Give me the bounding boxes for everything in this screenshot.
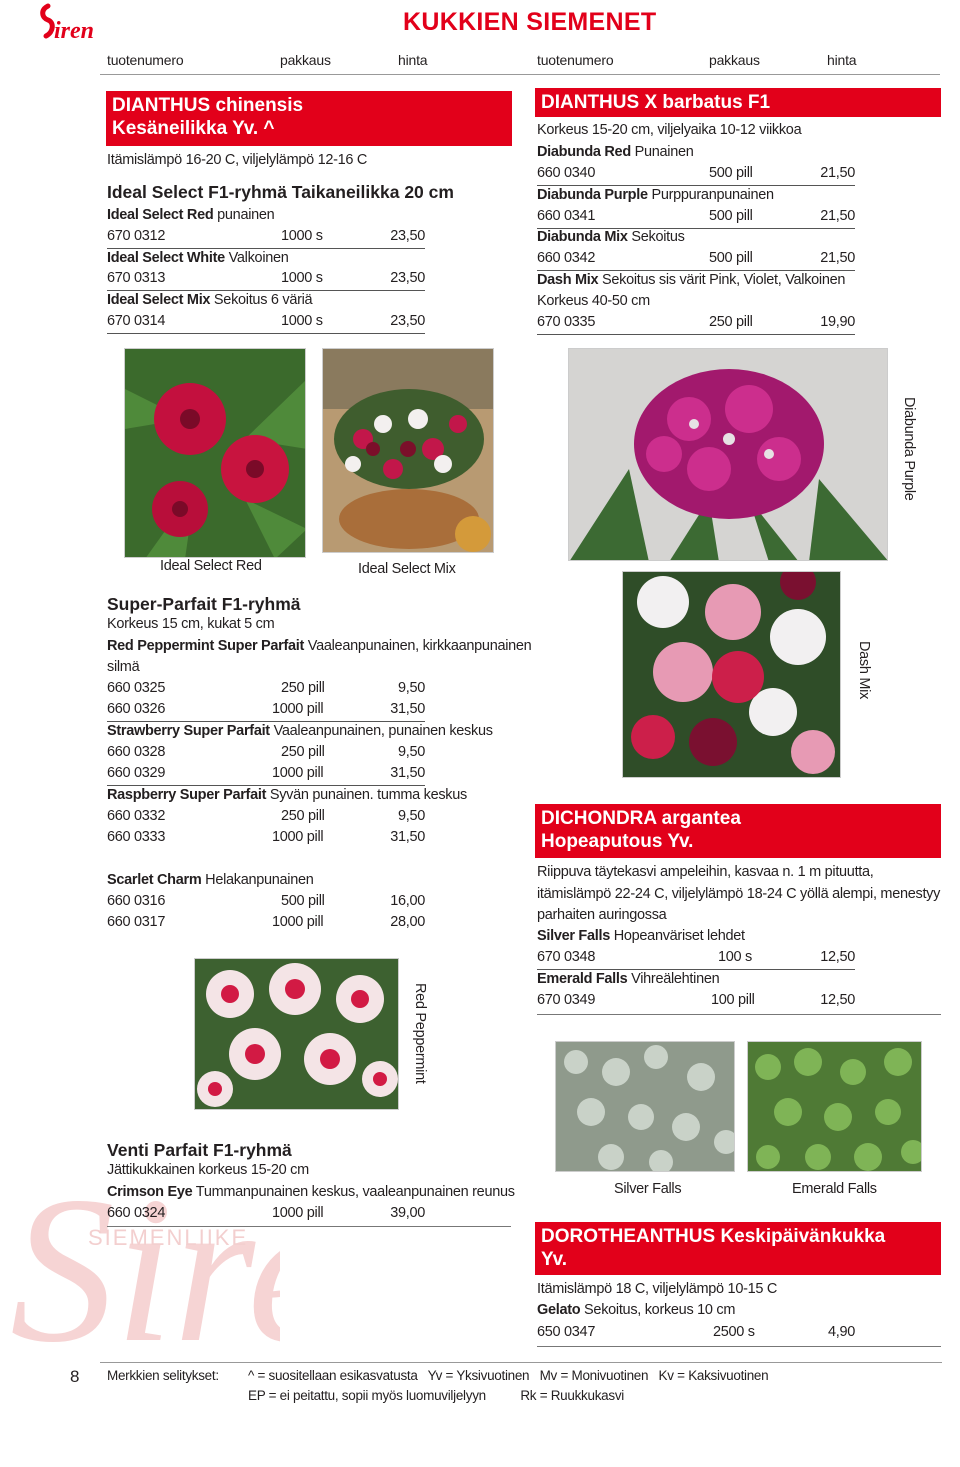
- price-row: 670 0312 1000 s 23,50: [107, 228, 425, 249]
- diabunda-purple-name: Diabunda Purple Purppuranpunainen: [537, 187, 774, 203]
- caption-diabunda-purple: Diabunda Purple: [901, 397, 917, 501]
- watermark-tagline: SIEMENLIIKE: [88, 1225, 249, 1250]
- photo-dash-mix: [622, 571, 841, 778]
- price-row: 660 0342 500 pill 21,50: [537, 250, 855, 271]
- superparfait-title: Super-Parfait F1-ryhmä: [107, 594, 301, 614]
- svg-text:Siren: Sir: [10, 1154, 248, 1360]
- photo-diabunda-purple: [568, 348, 888, 561]
- dash-mix-height: Korkeus 40-50 cm: [537, 293, 650, 309]
- price-row: 670 0314 1000 s 23,50: [107, 313, 425, 334]
- venti-title: Venti Parfait F1-ryhmä: [107, 1140, 292, 1160]
- price-row: 670 0348 100 s 12,50: [537, 949, 855, 970]
- strawberry-name: Strawberry Super Parfait Vaaleanpunainen, punainen keskus: [107, 723, 493, 739]
- scarlet-charm-name: Scarlet Charm Helakanpunainen: [107, 872, 314, 888]
- ideal-mix-name: Ideal Select Mix Sekoitus 6 väriä: [107, 292, 313, 308]
- ideal-select-group-title: Ideal Select F1-ryhmä Taikaneilikka 20 cm: [107, 182, 454, 202]
- caption-red-peppermint: Red Peppermint: [412, 983, 428, 1084]
- caption-emerald-falls: Emerald Falls: [792, 1181, 877, 1197]
- brand-logo[interactable]: [36, 2, 96, 46]
- footer-legend-line-2: EP = ei peitattu, sopii myös luomuviljelyyn Rk = Ruukkukasvi: [248, 1388, 624, 1403]
- dichondra-desc-3: parhaiten auringossa: [537, 907, 667, 923]
- gelato-name: Gelato Sekoitus, korkeus 10 cm: [537, 1302, 736, 1318]
- price-row: 660 0316 500 pill 16,00: [107, 893, 425, 909]
- dorotheanthus-temp: Itämislämpö 18 C, viljelylämpö 10-15 C: [537, 1281, 778, 1297]
- price-row: 660 0326 1000 pill 31,50: [107, 701, 425, 722]
- header-rule: [100, 74, 940, 75]
- price-row: 660 0332 250 pill 9,50: [107, 808, 425, 824]
- superparfait-desc: Korkeus 15 cm, kukat 5 cm: [107, 616, 275, 632]
- photo-ideal-select-red: [124, 348, 306, 558]
- footer-legend-line-1: ^ = suositellaan esikasvatusta Yv = Yksivuotinen Mv = Monivuotinen Kv = Kaksivuotinen: [248, 1368, 769, 1383]
- svg-text:iren: iren: [54, 18, 95, 44]
- photo-emerald-falls: [747, 1041, 922, 1172]
- dorotheanthus-title: DOROTHEANTHUS Keskipäivänkukka Yv.: [535, 1222, 941, 1275]
- photo-silver-falls: [555, 1041, 735, 1172]
- emerald-falls-name: Emerald Falls Vihreälehtinen: [537, 971, 720, 987]
- red-peppermint-name-cont: silmä: [107, 659, 140, 675]
- dash-mix-name: Dash Mix Sekoitus sis värit Pink, Violet, Valkoinen: [537, 272, 846, 288]
- dichondra-title: DICHONDRA argantea Hopeaputous Yv.: [535, 804, 941, 858]
- col-header-right-code: tuotenumero: [537, 52, 614, 68]
- caption-dash-mix: Dash Mix: [856, 641, 872, 700]
- barbatus-title: DIANTHUS X barbatus F1: [535, 88, 941, 117]
- footer-legend-label: Merkkien selitykset:: [107, 1368, 219, 1383]
- price-row: 660 0341 500 pill 21,50: [537, 208, 855, 229]
- red-peppermint-name: Red Peppermint Super Parfait Vaaleanpunainen, kirkkaanpunainen: [107, 638, 532, 654]
- crimson-eye-name: Crimson Eye Tummanpunainen keskus, vaaleanpunainen reunus: [107, 1184, 515, 1200]
- col-header-right-pack: pakkaus: [709, 52, 760, 68]
- photo-ideal-select-mix: [322, 348, 494, 553]
- price-row: 660 0333 1000 pill 31,50: [107, 829, 425, 845]
- price-row: 670 0349 100 pill 12,50: [537, 992, 855, 1008]
- col-header-left-price: hinta: [398, 52, 428, 68]
- price-row: 660 0329 1000 pill 31,50: [107, 765, 425, 786]
- col-header-left-code: tuotenumero: [107, 52, 184, 68]
- col-header-right-price: hinta: [827, 52, 857, 68]
- photo-red-peppermint: [194, 958, 399, 1110]
- price-row: 660 0317 1000 pill 28,00: [107, 914, 425, 930]
- footer-rule: [100, 1362, 942, 1363]
- diabunda-mix-name: Diabunda Mix Sekoitus: [537, 229, 685, 245]
- col-header-left-pack: pakkaus: [280, 52, 331, 68]
- chinensis-title: DIANTHUS chinensis Kesäneilikka Yv. ^: [106, 91, 512, 146]
- price-row: 650 0347 2500 s 4,90: [537, 1324, 855, 1340]
- barbatus-desc: Korkeus 15-20 cm, viljelyaika 10-12 viikkoa: [537, 122, 802, 138]
- price-row: 670 0313 1000 s 23,50: [107, 270, 425, 291]
- caption-ideal-select-mix: Ideal Select Mix: [358, 561, 456, 577]
- venti-desc: Jättikukkainen korkeus 15-20 cm: [107, 1162, 309, 1178]
- raspberry-name: Raspberry Super Parfait Syvän punainen. tumma keskus: [107, 787, 467, 803]
- dichondra-rule: [537, 1014, 941, 1015]
- price-row: 660 0325 250 pill 9,50: [107, 680, 425, 696]
- ideal-white-name: Ideal Select White Valkoinen: [107, 250, 289, 266]
- page-title: KUKKIEN SIEMENET: [403, 8, 657, 36]
- price-row: 670 0335 250 pill 19,90: [537, 314, 855, 335]
- chinensis-temp: Itämislämpö 16-20 C, viljelylämpö 12-16 C: [107, 152, 368, 168]
- dichondra-desc-1: Riippuva täytekasvi ampeleihin, kasvaa n. 1 m pituutta,: [537, 864, 874, 880]
- caption-silver-falls: Silver Falls: [614, 1181, 682, 1197]
- ideal-red-name: Ideal Select Red punainen: [107, 207, 275, 223]
- dichondra-desc-2: itämislämpö 22-24 C, viljelylämpö 18-24 C yöllä alempi, menestyy: [537, 886, 941, 902]
- price-row: 660 0324 1000 pill 39,00: [107, 1205, 425, 1221]
- price-row: 660 0340 500 pill 21,50: [537, 165, 855, 186]
- price-row: 660 0328 250 pill 9,50: [107, 744, 425, 760]
- dorotheanthus-rule: [537, 1346, 941, 1347]
- silver-falls-name: Silver Falls Hopeanväriset lehdet: [537, 928, 745, 944]
- diabunda-red-name: Diabunda Red Punainen: [537, 144, 694, 160]
- caption-ideal-select-red: Ideal Select Red: [160, 558, 262, 574]
- venti-rule: [107, 1226, 511, 1227]
- page-number: 8: [70, 1367, 80, 1386]
